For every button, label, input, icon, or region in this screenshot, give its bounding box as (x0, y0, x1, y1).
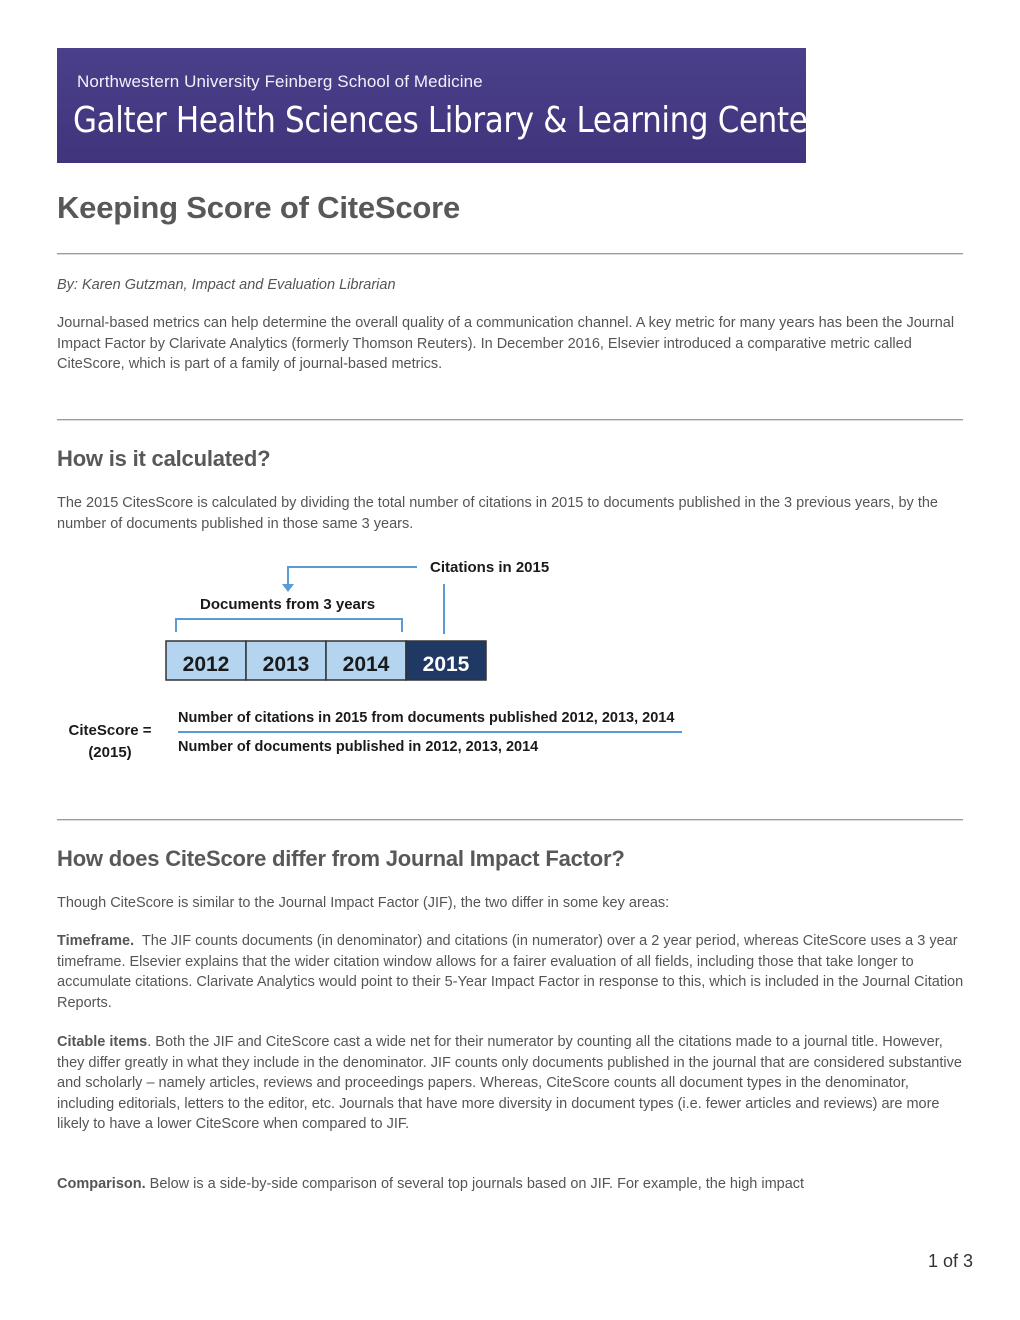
documents-bracket (176, 619, 402, 632)
year-label: 2014 (342, 653, 390, 676)
timeframe-text: The JIF counts documents (in denominator) and citations (in numerator) over a 2 year period, whereas CiteScore uses a 3 year timeframe. Elsevier explains that the wider citation window allows for a fairer evaluation of all fields, including those that take longer to accumulate citations. Clarivate Analytics would point to their 5-Year Impact Factor in response to this, which is included in the Journal Citation Reports. (57, 933, 968, 1011)
divider (57, 253, 963, 254)
documents-label: Documents from 3 years (200, 596, 376, 613)
formula-numerator: Number of citations in 2015 from documents published 2012, 2013, 2014 (178, 710, 675, 726)
citations-arrow-line (288, 567, 417, 586)
year-label: 2012 (182, 653, 230, 676)
citations-label: Citations in 2015 (430, 559, 550, 576)
arrow-down-icon (282, 584, 294, 592)
divider (57, 819, 963, 820)
calculation-paragraph: The 2015 CitesScore is calculated by dividing the total number of citations in 2015 to documents published in the 3 previous years, by the number of documents published in those same 3 years. (57, 495, 938, 532)
year-label: 2015 (422, 653, 470, 676)
timeframe-label: Timeframe. (57, 933, 135, 949)
citescore-diagram (60, 552, 760, 782)
comparison-text: Below is a side-by-side comparison of several top journals based on JIF. For example, the high impact (145, 1176, 805, 1192)
timeframe-paragraph (57, 931, 967, 1013)
comparison-paragraph (57, 1174, 967, 1195)
header-banner (57, 48, 820, 163)
citable-items-label: Citable items (57, 1034, 148, 1050)
divider (57, 419, 963, 420)
citable-items-text: . Both the JIF and CiteScore cast a wide net for their numerator by counting all the citations made to a journal title. However, they differ greatly in what they include in the denominator. JIF counts only documents published in the journal that are considered substantive and scholarly – namely articles, reviews and proceedings papers. Whereas, CiteScore counts all document types in the denominator, including editorials, letters to the editor, etc. Journals that have more diversity in document types (i.e. fewer articles and reviews) are more likely to have a lower CiteScore when compared to JIF. (57, 1034, 962, 1133)
byline: By: Karen Gutzman, Impact and Evaluation Librarian (57, 277, 396, 293)
comparison-intro: Though CiteScore is similar to the Journal Impact Factor (JIF), the two differ in some key areas: (57, 895, 670, 911)
comparison-label: Comparison. (57, 1176, 146, 1192)
formula-label: CiteScore = (68, 722, 152, 739)
intro-paragraph: Journal-based metrics can help determine the overall quality of a communication channel. A key metric for many years has been the Journal Impact Factor by Clarivate Analytics (formerly Thomson Reuters). In December 2016, Elsevier introduced a comparative metric called CiteScore, which is part of a family of journal-based metrics. (57, 315, 955, 373)
section-heading-calculation: How is it calculated? (57, 446, 271, 471)
page-number: 1 of 3 (927, 1251, 973, 1271)
year-label: 2013 (262, 653, 310, 676)
formula-denominator: Number of documents published in 2012, 2013, 2014 (178, 739, 539, 755)
banner-title: Galter Health Sciences Library & Learning Center (73, 100, 820, 141)
formula-label-year: (2015) (88, 744, 132, 761)
citable-items-paragraph (57, 1032, 967, 1135)
banner-subtitle: Northwestern University Feinberg School of Medicine (77, 72, 483, 91)
section-heading-comparison: How does CiteScore differ from Journal Impact Factor? (57, 846, 625, 871)
page-title: Keeping Score of CiteScore (57, 190, 461, 225)
